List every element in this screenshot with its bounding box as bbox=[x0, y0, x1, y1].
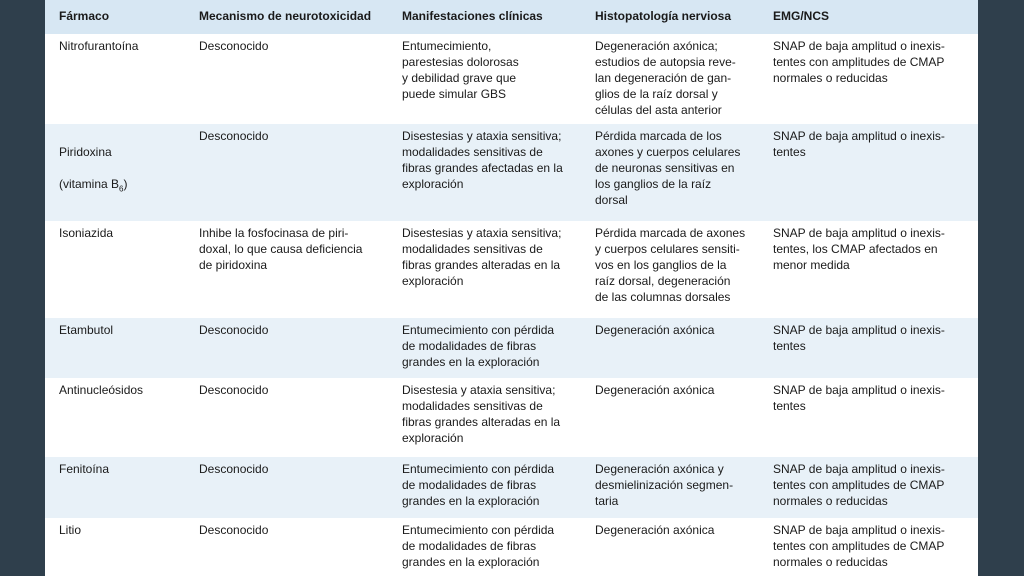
cell-clinical: Entumecimiento con pérdida de modalidades de fibras grandes en la exploración bbox=[402, 523, 555, 569]
cell-emg: SNAP de baja amplitud o inexis- tentes, los CMAP afectados en menor medida bbox=[773, 226, 945, 272]
header-histopathology: Histopatología nerviosa bbox=[595, 9, 732, 23]
cell-mechanism: Desconocido bbox=[199, 462, 269, 476]
table-row bbox=[45, 378, 978, 457]
cell-histopathology: Pérdida marcada de axones y cuerpos celulares sensiti- vos en los ganglios de la raíz dorsal, degeneración de las columnas dorsales bbox=[595, 226, 746, 304]
table-row bbox=[45, 124, 978, 221]
header-clinical: Manifestaciones clínicas bbox=[402, 9, 543, 23]
cell-histopathology: Degeneración axónica bbox=[595, 323, 715, 337]
cell-histopathology: Degeneración axónica; estudios de autopsia reve- lan degeneración de gan- glios de la raíz dorsal y células del asta anterior bbox=[595, 39, 736, 117]
table-row bbox=[45, 221, 978, 318]
cell-histopathology: Degeneración axónica y desmielinización segmen- taria bbox=[595, 462, 734, 508]
drug-name-line2: (vitamina B bbox=[59, 177, 120, 191]
table-row bbox=[45, 318, 978, 378]
cell-histopathology: Degeneración axónica bbox=[595, 523, 715, 537]
cell-clinical: Entumecimiento, parestesias dolorosas y debilidad grave que puede simular GBS bbox=[402, 39, 519, 101]
cell-clinical: Disestesias y ataxia sensitiva; modalidades sensitivas de fibras grandes alteradas en la exploración bbox=[402, 226, 562, 288]
drug-close-paren: ) bbox=[123, 177, 128, 191]
cell-emg: SNAP de baja amplitud o inexis- tentes bbox=[773, 383, 945, 413]
cell-mechanism: Inhibe la fosfocinasa de piri- doxal, lo que causa deficiencia de piridoxina bbox=[199, 226, 363, 272]
cell-drug: Litio bbox=[59, 523, 82, 537]
cell-mechanism: Desconocido bbox=[199, 323, 269, 337]
table-page bbox=[45, 0, 978, 576]
cell-drug bbox=[59, 128, 194, 197]
cell-drug: Antinucleósidos bbox=[59, 383, 144, 397]
cell-drug: Nitrofurantoína bbox=[59, 39, 139, 53]
drug-name: Piridoxina bbox=[59, 145, 112, 159]
header-emg: EMG/NCS bbox=[773, 9, 830, 23]
cell-drug: Etambutol bbox=[59, 323, 114, 337]
cell-clinical: Disestesia y ataxia sensitiva; modalidades sensitivas de fibras grandes alteradas en la exploración bbox=[402, 383, 561, 445]
cell-drug: Fenitoína bbox=[59, 462, 110, 476]
cell-emg: SNAP de baja amplitud o inexis- tentes bbox=[773, 323, 945, 353]
cell-emg: SNAP de baja amplitud o inexis- tentes con amplitudes de CMAP normales o reducidas bbox=[773, 523, 945, 569]
cell-mechanism: Desconocido bbox=[199, 39, 269, 53]
table-row bbox=[45, 518, 978, 576]
cell-clinical: Disestesias y ataxia sensitiva; modalidades sensitivas de fibras grandes afectadas en la exploración bbox=[402, 129, 563, 191]
cell-emg: SNAP de baja amplitud o inexis- tentes con amplitudes de CMAP normales o reducidas bbox=[773, 462, 945, 508]
cell-emg: SNAP de baja amplitud o inexis- tentes bbox=[773, 129, 945, 159]
cell-emg: SNAP de baja amplitud o inexis- tentes con amplitudes de CMAP normales o reducidas bbox=[773, 39, 945, 85]
cell-histopathology: Degeneración axónica bbox=[595, 383, 715, 397]
header-mechanism: Mecanismo de neurotoxicidad bbox=[199, 9, 372, 23]
cell-drug: Isoniazida bbox=[59, 226, 114, 240]
table-header bbox=[45, 0, 978, 34]
drug-subscript: 6 bbox=[119, 184, 124, 194]
cell-clinical: Entumecimiento con pérdida de modalidades de fibras grandes en la exploración bbox=[402, 323, 555, 369]
cell-clinical: Entumecimiento con pérdida de modalidades de fibras grandes en la exploración bbox=[402, 462, 555, 508]
cell-mechanism: Desconocido bbox=[199, 129, 269, 143]
table-row bbox=[45, 457, 978, 518]
table-row bbox=[45, 34, 978, 124]
cell-histopathology: Pérdida marcada de los axones y cuerpos celulares de neuronas sensitivas en los ganglios de la raíz dorsal bbox=[595, 129, 741, 207]
cell-mechanism: Desconocido bbox=[199, 383, 269, 397]
header-drug: Fármaco bbox=[59, 9, 110, 23]
cell-mechanism: Desconocido bbox=[199, 523, 269, 537]
